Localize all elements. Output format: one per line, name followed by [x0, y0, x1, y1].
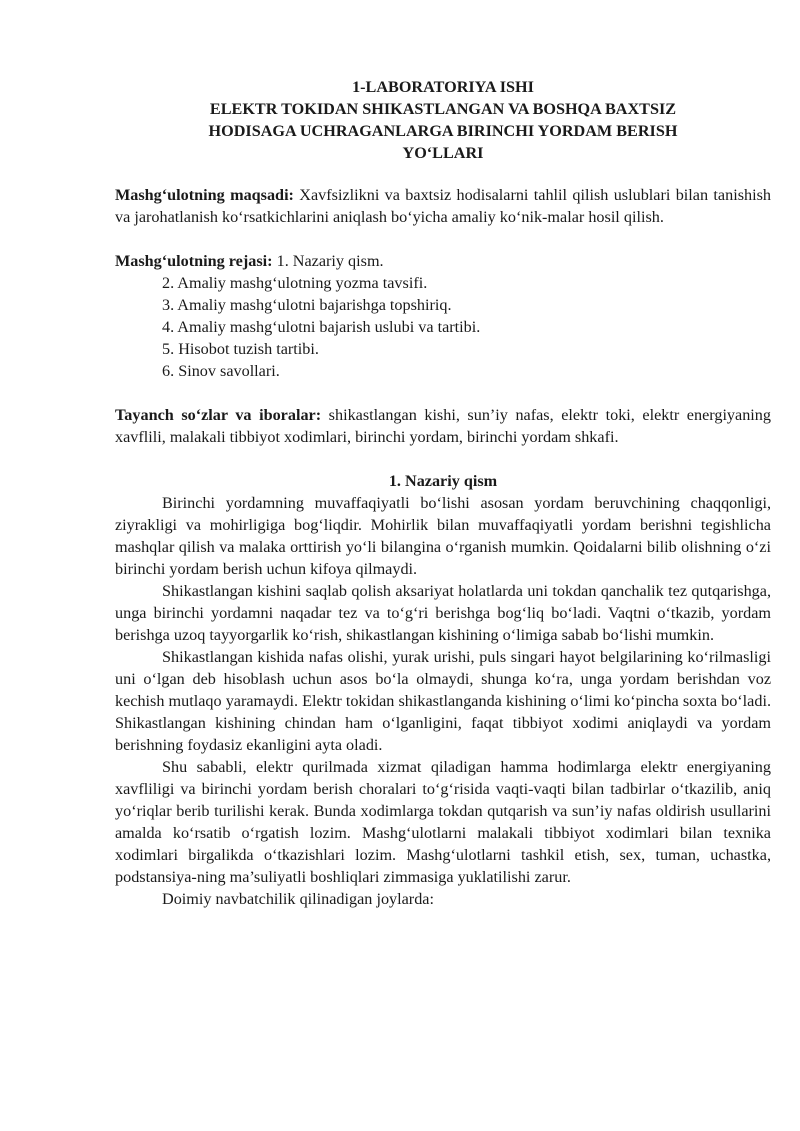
plan-item: 4. Amaliy mashg‘ulotni bajarish uslubi va tartibi.: [162, 318, 481, 336]
title-line: 1-LABORATORIYA ISHI: [352, 78, 534, 96]
plan-block: [115, 250, 771, 382]
keywords-paragraph: [115, 404, 771, 448]
plan-item: 3. Amaliy mashg‘ulotni bajarishga topshiriq.: [162, 296, 452, 314]
document-title: [115, 76, 771, 164]
document-page: [115, 76, 771, 910]
section-heading: 1. Nazariy qism: [388, 472, 498, 490]
plan-list: [115, 272, 771, 382]
title-line: ELEKTR TOKIDAN SHIKASTLANGAN VA BOSHQA BAXTSIZ: [209, 100, 677, 118]
goal-label: Mashg‘ulotning maqsadi:: [115, 186, 294, 204]
body-paragraph: Shikastlangan kishini saqlab qolish aksariyat holatlarda uni tokdan qanchalik tez qutqarishga, unga birinchi yordamni naqadar tez va to‘g‘ri berishga bog‘liq bo‘ladi. Vaqtni o‘tkazib, yordam berishga uzoq tayyorgarlik ko‘rish, shikastlangan kishining o‘limiga sabab bo‘lishi mumkin.: [115, 582, 771, 644]
plan-item: 6. Sinov savollari.: [162, 362, 280, 380]
keywords-text: shikastlangan kishi, sun’iy nafas, elektr toki, elektr energiyaning xavflili, malakali tibbiyot xodimlari, birinchi yordam, birinchi yordam shkafi.: [115, 406, 771, 446]
goal-paragraph: [115, 184, 771, 228]
body-paragraph: Shu sababli, elektr qurilmada xizmat qiladigan hamma hodimlarga elektr energiyaning xavfliligi va birinchi yordam berish choralari to‘g‘risida vaqti-vaqti bilan tadbirlar o‘tkazilib, aniq yo‘riqlar berib turilishi kerak. Bunda xodimlarga tokdan qutqarish va sun’iy nafas oldirish usullarini amalda ko‘rsatib o‘rgatish lozim. Mashg‘ulotlarni malakali tibbiyot xodimlari bilan texnika xodimlari birgalikda o‘tkazishlari lozim. Mashg‘ulotlarni tashkil etish, sex, tuman, uchastka, podstansiya-ning ma’suliyatli boshliqlari zimmasiga yuklatilishi zarur.: [115, 758, 771, 886]
body-paragraph: Shikastlangan kishida nafas olishi, yurak urishi, puls singari hayot belgilarining ko‘rilmasligi uni o‘lgan deb hisoblash uchun asos bo‘la olmaydi, shunga ko‘ra, unga yordam berishdan voz kechish mutlaqo yaramaydi. Elektr tokidan shikastlanganda kishining o‘limi ko‘pincha soxta bo‘ladi. Shikastlangan kishining chindan ham o‘lganligini, faqat tibbiyot xodimi aniqlaydi va yordam berishning foydasiz ekanligini ayta oladi.: [115, 648, 771, 754]
plan-item: 5. Hisobot tuzish tartibi.: [162, 340, 319, 358]
plan-item: 2. Amaliy mashg‘ulotning yozma tavsifi.: [162, 274, 428, 292]
title-line: YO‘LLARI: [402, 144, 484, 162]
title-line: HODISAGA UCHRAGANLARGA BIRINCHI YORDAM BERISH: [208, 122, 678, 140]
plan-first-line: [115, 250, 771, 272]
goal-text: Xavfsizlikni va baxtsiz hodisalarni tahlil qilish uslublari bilan tanishish va jarohatlanish ko‘rsatkichlarini aniqlash bo‘yicha amaliy ko‘nik-malar hosil qilish.: [115, 186, 771, 226]
keywords-label: Tayanch so‘zlar va iboralar:: [115, 406, 322, 424]
body-paragraph: Birinchi yordamning muvaffaqiyatli bo‘lishi asosan yordam beruvchining chaqqonligi, ziyrakligi va mohirligiga bog‘liqdir. Mohirlik bilan muvaffaqiyatli yordam berishni tegishlicha mashqlar qilish va malaka orttirish yo‘li bilangina o‘rganish mumkin. Qoidalarni bilib olishning o‘zi birinchi yordam berish uchun kifoya qilmaydi.: [115, 494, 771, 578]
plan-item: 1. Nazariy qism.: [272, 252, 384, 270]
plan-label: Mashg‘ulotning rejasi:: [115, 252, 273, 270]
body-paragraph: Doimiy navbatchilik qilinadigan joylarda:: [162, 890, 434, 908]
